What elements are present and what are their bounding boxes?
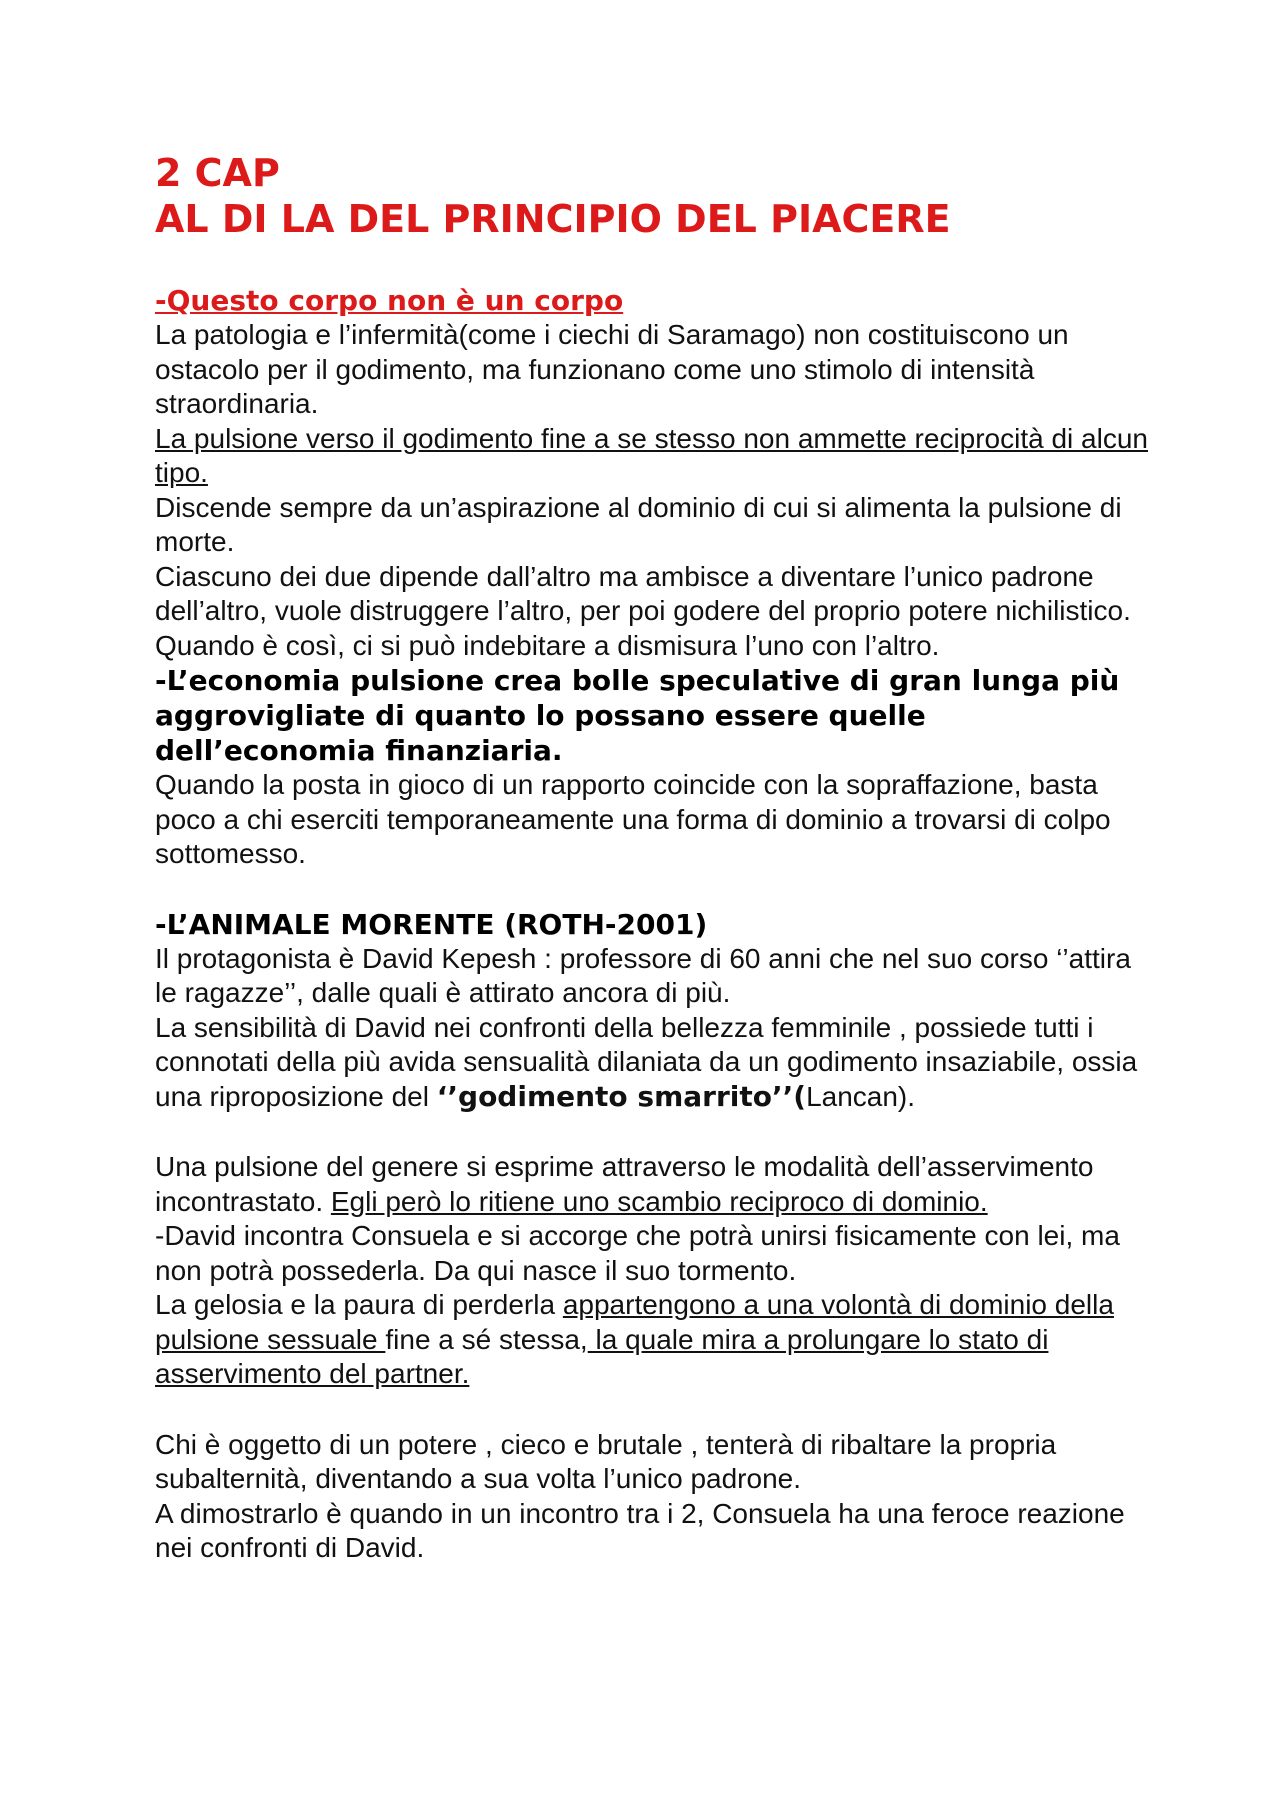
paragraph: Chi è oggetto di un potere , cieco e brutale , tenterà di ribaltare la propria subalternità, diventando a sua volta l’unico padrone. — [155, 1428, 1057, 1494]
paragraph: Il protagonista è David Kepesh : professore di 60 anni che nel suo corso ‘’attira le ragazze’’, dalle quali è attirato ancora di più. — [155, 942, 1131, 1008]
text-span: Lancan). — [806, 1080, 916, 1112]
text-span: La gelosia e la paura di perderla — [155, 1289, 563, 1320]
underlined-span: Egli però lo ritiene uno scambio reciproco di dominio. — [330, 1185, 988, 1217]
paragraph: Quando la posta in gioco di un rapporto coincide con la sopraffazione, basta poco a chi eserciti temporaneamente una forma di dominio a trovarsi di colpo sottomesso. — [155, 769, 1111, 869]
underlined-span: la quale mira a prolungare lo stato di asservimento del partner. — [155, 1323, 1049, 1389]
paragraph: -David incontra Consuela e si accorge che potrà unirsi fisicamente con lei, ma non potrà possederla. Da qui nasce il suo tormento. — [155, 1220, 1120, 1286]
chapter-title: AL DI LA DEL PRINCIPIO DEL PIACERE — [155, 197, 951, 241]
text-span: Una pulsione del genere si esprime attraverso le modalità dell’asservimento incontrastato. — [155, 1151, 1094, 1217]
text-span: fine a sé stessa, — [385, 1323, 588, 1355]
underlined-span: appartengono a una volontà di dominio della pulsione sessuale — [155, 1289, 1114, 1355]
paragraph: A dimostrarlo è quando in un incontro tra i 2, Consuela ha una feroce reazione nei confronti di David. — [155, 1497, 1125, 1563]
paragraph — [155, 1288, 1155, 1392]
spacer — [155, 1392, 1155, 1428]
bold-statement: -L’economia pulsione crea bolle speculative di gran lunga più aggrovigliate di quanto lo possano essere quelle dell’economia finanziaria. — [155, 664, 1120, 767]
text-span: La sensibilità di David nei confronti della bellezza femminile , possiede tutti i connotati della più avida sensualità dilaniata da un godimento insaziabile, ossia una riproposizione del — [155, 1011, 1138, 1112]
paragraph: La patologia e l’infermità(come i ciechi di Saramago) non costituiscono un ostacolo per il godimento, ma funzionano come uno stimolo di intensità straordinaria. — [155, 319, 1069, 419]
section-heading-animale-morente: -L’ANIMALE MORENTE (ROTH-2001) — [155, 907, 708, 941]
paragraph — [155, 1011, 1155, 1115]
spacer — [155, 872, 1155, 908]
document-page — [155, 150, 1155, 1566]
paragraph: Ciascuno dei due dipende dall’altro ma ambisce a diventare l’unico padrone dell’altro, vuole distruggere l’altro, per poi godere del proprio potere nichilistico. — [155, 560, 1131, 626]
bold-quote: ‘’godimento smarrito’’( — [436, 1079, 807, 1113]
spacer — [155, 1114, 1155, 1150]
chapter-number: 2 CAP — [155, 151, 280, 195]
underlined-paragraph: La pulsione verso il godimento fine a se stesso non ammette reciprocità di alcun tipo. — [155, 422, 1148, 488]
section-heading-corpo: -Questo corpo non è un corpo — [155, 284, 624, 317]
paragraph — [155, 1150, 1155, 1219]
paragraph: Discende sempre da un’aspirazione al dominio di cui si alimenta la pulsione di morte. — [155, 491, 1122, 557]
paragraph: Quando è così, ci si può indebitare a dismisura l’uno con l’altro. — [155, 629, 940, 661]
